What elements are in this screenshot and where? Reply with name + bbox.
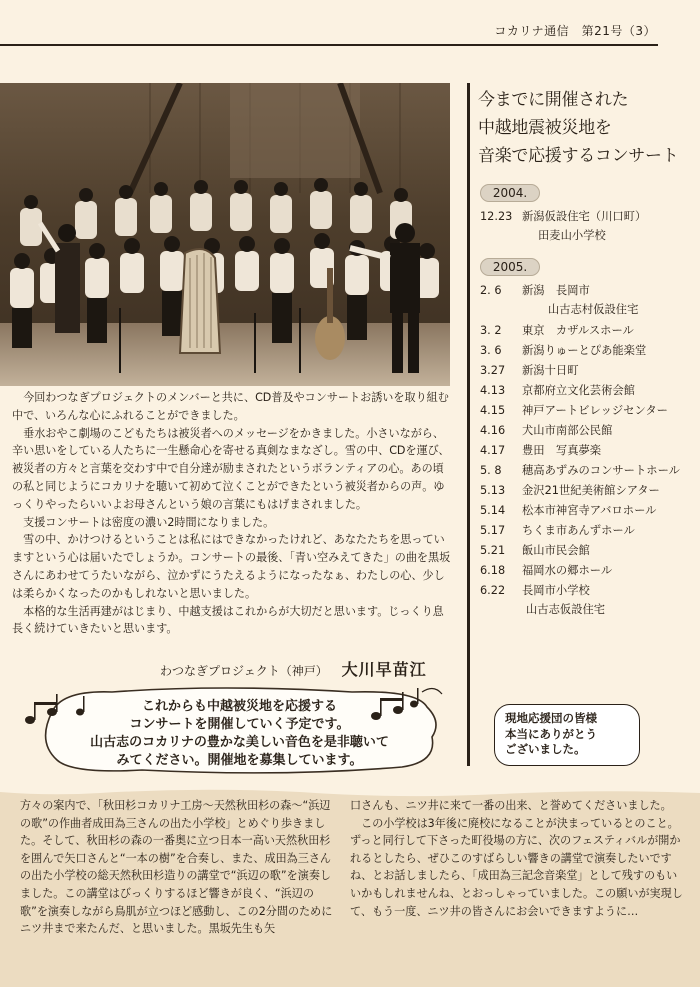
event-date: 2. 6	[480, 283, 502, 297]
event-sub: 田麦山小学校	[538, 229, 606, 242]
event-date: 4.17	[480, 443, 506, 457]
article-paragraph: 今回わつなぎプロジェクトのメンバーと共に、CD普及やコンサートお誘いを取り組む中で、いろんな心にふれることができました。	[12, 391, 449, 422]
cloud-text	[62, 698, 417, 770]
event-row	[480, 400, 690, 420]
bottom-column-right	[350, 797, 685, 920]
event-desc: 新潟仮設住宅（川口町）	[522, 210, 647, 223]
event-sub: 山古志村仮設住宅	[548, 303, 639, 316]
event-row	[480, 560, 690, 580]
article-paragraph: 本格的な生活再建がはじまり、中越支援はこれからが大切だと思います。じっくり息長く続けていきたいと思います。	[12, 604, 444, 636]
event-desc: 松本市神宮寺アバロホール	[522, 504, 657, 517]
thanks-line: 本当にありがとう	[505, 726, 597, 741]
article-body	[12, 389, 452, 638]
column-divider	[467, 83, 470, 766]
cloud-line: みてください。開催地を募集しています。	[116, 753, 363, 768]
event-row	[480, 280, 690, 300]
event-desc: 新潟りゅーとぴあ能楽堂	[522, 344, 647, 357]
event-row	[480, 360, 690, 380]
event-date: 6.18	[480, 563, 506, 577]
event-desc: 新潟 長岡市	[522, 284, 590, 297]
event-row	[480, 500, 690, 520]
cloud-line: 山古志のコカリナの豊かな美しい音色を是非聴いて	[90, 735, 389, 750]
event-date: 5.13	[480, 483, 506, 497]
bottom-paragraph: 方々の案内で、「秋田杉コカリナ工房〜天然秋田杉の森〜“浜辺の歌”の作曲者成田為三さんの出た小学校」とめぐり歩きました。そして、秋田杉の森の一番奥に立つ日本一高い天然秋田杉を囲んで矢口さんと“一本の樹”を合奏し、また、成田為三さんの出た小学校の総天然秋田杉造りの講堂で“浜辺の歌”を演奏しました。この講堂はびっくりするほど響きが良く、“浜辺の歌”を演奏しながら鳥肌が立つほど感動し、この2分間のためにニツ井まで来たんだ、と思いました。黒坂先生も矢	[20, 799, 333, 936]
cloud-line: これからも中越被災地を応援する	[141, 699, 337, 714]
year-badge-2005: 2005.	[480, 258, 540, 276]
thanks-line: 現地応援団の皆様	[505, 711, 597, 725]
sidebar-title-line: 中越地震被災地を	[478, 118, 612, 138]
header-rule	[0, 44, 658, 46]
event-date: 4.15	[480, 403, 506, 417]
event-date: 3.27	[480, 363, 506, 377]
page-header	[0, 0, 700, 46]
bottom-section	[0, 785, 700, 987]
event-date: 4.16	[480, 423, 506, 437]
cloud-line: コンサートを開催していく予定です。	[129, 717, 350, 732]
event-desc: 犬山市南部公民館	[522, 424, 613, 437]
event-date: 5. 8	[480, 463, 502, 477]
event-date: 6.22	[480, 583, 506, 597]
sidebar-title-line: 今までに開催された	[478, 90, 629, 110]
event-date: 3. 2	[480, 323, 502, 337]
event-desc: 飯山市民会館	[522, 544, 590, 557]
event-row	[480, 520, 690, 540]
thanks-line: ございました。	[505, 742, 586, 756]
signature-name: 大川早苗江	[341, 660, 427, 679]
event-desc: 長岡市小学校	[522, 584, 590, 597]
sidebar-title	[478, 86, 693, 170]
bottom-column-left	[20, 797, 338, 938]
concert-photo	[0, 83, 450, 386]
event-date: 5.17	[480, 523, 506, 537]
event-row	[480, 340, 690, 360]
event-date: 12.23	[480, 209, 513, 223]
thanks-box	[494, 704, 640, 766]
bottom-paragraph: この小学校は3年後に廃校になることが決まっているとのこと。ずっと同行して下さった町役場の方に、次のフェスティバルが開かれるとしたら、ぜひこのすばらしい響きの講堂で演奏したいですね、とお話しましたら、「成田為三記念音楽堂」として残すのもいいかもしれませんね、とおっしゃっていました。この願いが実現して、もう一度、ニツ井の皆さんにお会いできますように…	[350, 816, 683, 918]
event-desc: 穂高あずみのコンサートホール	[522, 464, 680, 477]
sidebar-title-line: 音楽で応援するコンサート	[478, 146, 679, 166]
events-2005	[480, 280, 690, 620]
event-row	[480, 420, 690, 440]
event-row	[480, 206, 690, 226]
event-sub: 山古志仮設住宅	[526, 603, 606, 616]
event-date: 4.13	[480, 383, 506, 397]
events-2004	[480, 206, 690, 246]
event-desc: 福岡水の郷ホール	[522, 564, 613, 577]
concert-photo-illustration	[0, 83, 450, 386]
event-row	[480, 480, 690, 500]
announcement-cloud	[22, 682, 450, 777]
article-signature	[160, 657, 460, 680]
year-badge-2004: 2004.	[480, 184, 540, 202]
event-desc: 金沢21世紀美術館シアター	[522, 484, 660, 497]
event-desc: 豊田 写真夢楽	[522, 444, 602, 457]
article-paragraph: 支援コンサートは密度の濃い2時間になりました。	[23, 515, 275, 529]
event-date: 5.21	[480, 543, 506, 557]
event-row	[480, 440, 690, 460]
event-date: 5.14	[480, 503, 506, 517]
bottom-paragraph: 口さんも、ニツ井に来て一番の出来、と誉めてくださいました。	[350, 799, 672, 812]
event-row	[480, 460, 690, 480]
event-row	[480, 380, 690, 400]
article-paragraph: 雪の中、かけつけるということは私にはできなかったけれど、あなたたちを思っていますという心は届いたでしょうか。コンサートの最後、「青い空みえてきた」の曲を黒坂さんにあわせてうたいながら、泣かずにうたえるようになったなぁ、わたしの心、少しは柔らかくなったのかもしれないと思いました。	[12, 533, 451, 600]
header-issue: コカリナ通信 第21号（3）	[494, 24, 656, 38]
event-desc: ちくま市あんずホール	[522, 524, 635, 537]
event-desc: 神戸アートビレッジセンター	[522, 404, 668, 417]
event-desc: 京都府立文化芸術会館	[522, 384, 635, 397]
event-row	[480, 580, 690, 600]
event-desc: 東京 カザルスホール	[522, 324, 634, 337]
event-date: 3. 6	[480, 343, 502, 357]
signature-org: わつなぎプロジェクト（神戸）	[160, 664, 328, 678]
event-row	[480, 320, 690, 340]
event-row	[480, 540, 690, 560]
article-paragraph: 垂水おやこ劇場のこどもたちは被災者へのメッセージをかきました。小さいながら、辛い思いをしている人たちに一生懸命心を寄せる真剣なまなざし。雪の中、CDを運び、被災者の方々と言葉を交わす中で自分達が励まされたというボランティアの心。あの頃の私と同じようにコカリナを聴いて初めて泣くことができたという被災者からの声。ゆっくりやったらいいよお母さんという娘の言葉にもはげまされました。	[12, 426, 450, 511]
event-desc: 新潟十日町	[522, 364, 579, 377]
